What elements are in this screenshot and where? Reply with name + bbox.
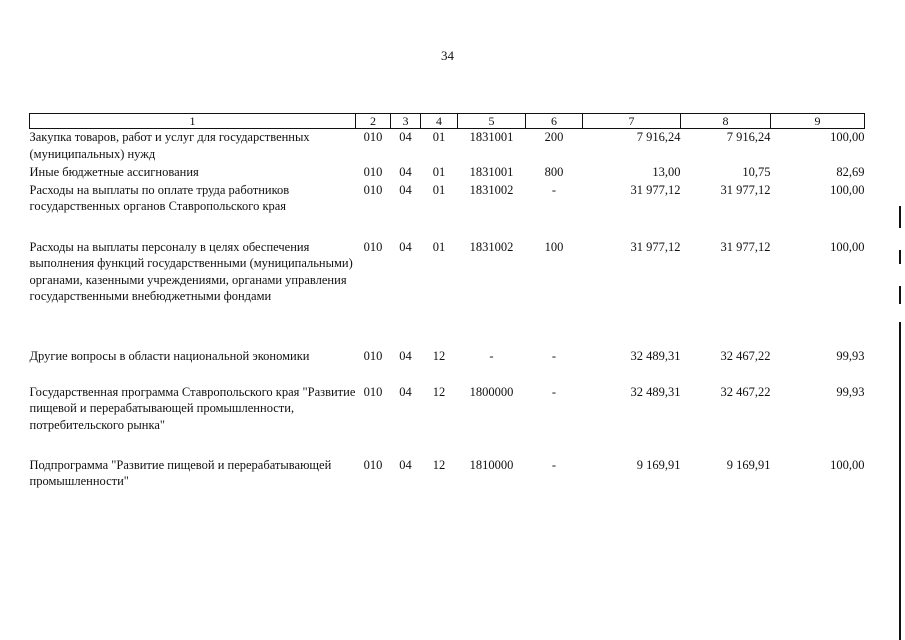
code-cell: 04: [399, 348, 412, 363]
value-cell: 100,00: [830, 130, 865, 144]
table-row: [30, 164, 865, 182]
code-cell: 010: [363, 239, 383, 254]
column-header: 6: [526, 114, 583, 129]
code-cell: 1831001: [469, 164, 514, 179]
code-cell: 1831001: [469, 130, 514, 144]
code-cell: 010: [363, 182, 383, 197]
value-cell: 7 916,24: [636, 130, 681, 144]
code-cell: 1831002: [469, 239, 514, 254]
code-cell: -: [551, 384, 557, 399]
row-name: Иные бюджетные ассигнования: [29, 164, 199, 179]
code-cell: 1831002: [469, 182, 514, 197]
code-cell: 010: [363, 457, 383, 472]
value-cell: 31 977,12: [630, 239, 681, 254]
value-cell: 100,00: [830, 182, 865, 197]
value-cell: 31 977,12: [720, 182, 771, 197]
table-row: [30, 239, 865, 348]
column-header: 2: [356, 114, 391, 129]
code-cell: 12: [432, 457, 446, 472]
scan-margin-mark: [899, 322, 901, 640]
code-cell: 010: [363, 130, 383, 144]
row-name: Закупка товаров, работ и услуг для государственных (муниципальных) нужд: [29, 130, 310, 161]
column-header: 4: [421, 114, 458, 129]
value-cell: 9 169,91: [636, 457, 681, 472]
value-cell: 7 916,24: [726, 130, 771, 144]
code-cell: 200: [544, 130, 564, 144]
code-cell: 04: [399, 130, 412, 144]
scan-margin-mark: [899, 286, 901, 304]
value-cell: 32 489,31: [630, 348, 681, 363]
code-cell: 01: [432, 130, 446, 144]
column-header: 9: [771, 114, 865, 129]
value-cell: 100,00: [830, 239, 865, 254]
value-cell: 32 467,22: [720, 348, 771, 363]
code-cell: 100: [544, 239, 564, 254]
code-cell: 1800000: [469, 384, 514, 399]
code-cell: 010: [363, 348, 383, 363]
column-header: 1: [30, 114, 356, 129]
value-cell: 13,00: [652, 164, 681, 179]
column-header: 7: [583, 114, 681, 129]
page-number: 34: [441, 48, 454, 63]
scan-margin-mark: [899, 250, 901, 264]
code-cell: 12: [432, 348, 446, 363]
column-header: 8: [681, 114, 771, 129]
value-cell: 99,93: [836, 384, 865, 399]
value-cell: 99,93: [836, 348, 865, 363]
code-cell: 010: [363, 384, 383, 399]
header-row: [30, 114, 865, 129]
table-row: [30, 457, 865, 493]
code-cell: -: [551, 182, 557, 197]
table-row: [30, 384, 865, 457]
row-name: Расходы на выплаты по оплате труда работников государственных органов Ставропольского края: [29, 182, 290, 213]
code-cell: 1810000: [469, 457, 514, 472]
column-header: 5: [458, 114, 526, 129]
table-row: [30, 129, 865, 164]
value-cell: 100,00: [830, 457, 865, 472]
value-cell: 31 977,12: [720, 239, 771, 254]
code-cell: -: [551, 348, 557, 363]
code-cell: 12: [432, 384, 446, 399]
code-cell: 01: [432, 239, 446, 254]
code-cell: 010: [363, 164, 383, 179]
code-cell: 04: [399, 457, 412, 472]
row-name: Другие вопросы в области национальной экономики: [29, 348, 310, 363]
value-cell: 32 467,22: [720, 384, 771, 399]
table-row: [30, 182, 865, 239]
code-cell: 04: [399, 239, 412, 254]
code-cell: 800: [544, 164, 564, 179]
code-cell: 04: [399, 384, 412, 399]
code-cell: 04: [399, 164, 412, 179]
table-row: [30, 348, 865, 384]
scan-margin-mark: [899, 206, 901, 228]
column-header: 3: [391, 114, 421, 129]
row-name: Подпрограмма "Развитие пищевой и перерабатывающей промышленности": [29, 457, 332, 488]
value-cell: 10,75: [742, 164, 771, 179]
row-name: Расходы на выплаты персоналу в целях обеспечения выполнения функций государственными (муниципальными) органами, казенными учреждениями, органами управления государственными внебюджетными фондами: [29, 239, 353, 303]
value-cell: 31 977,12: [630, 182, 681, 197]
row-name: Государственная программа Ставропольского края "Развитие пищевой и перерабатывающей промышленности, потребительского рынка": [29, 384, 356, 432]
code-cell: -: [551, 457, 557, 472]
budget-table: [29, 113, 865, 493]
code-cell: 01: [432, 164, 446, 179]
value-cell: 32 489,31: [630, 384, 681, 399]
value-cell: 82,69: [836, 164, 865, 179]
value-cell: 9 169,91: [726, 457, 771, 472]
code-cell: -: [489, 348, 494, 363]
code-cell: 04: [399, 182, 412, 197]
code-cell: 01: [432, 182, 446, 197]
